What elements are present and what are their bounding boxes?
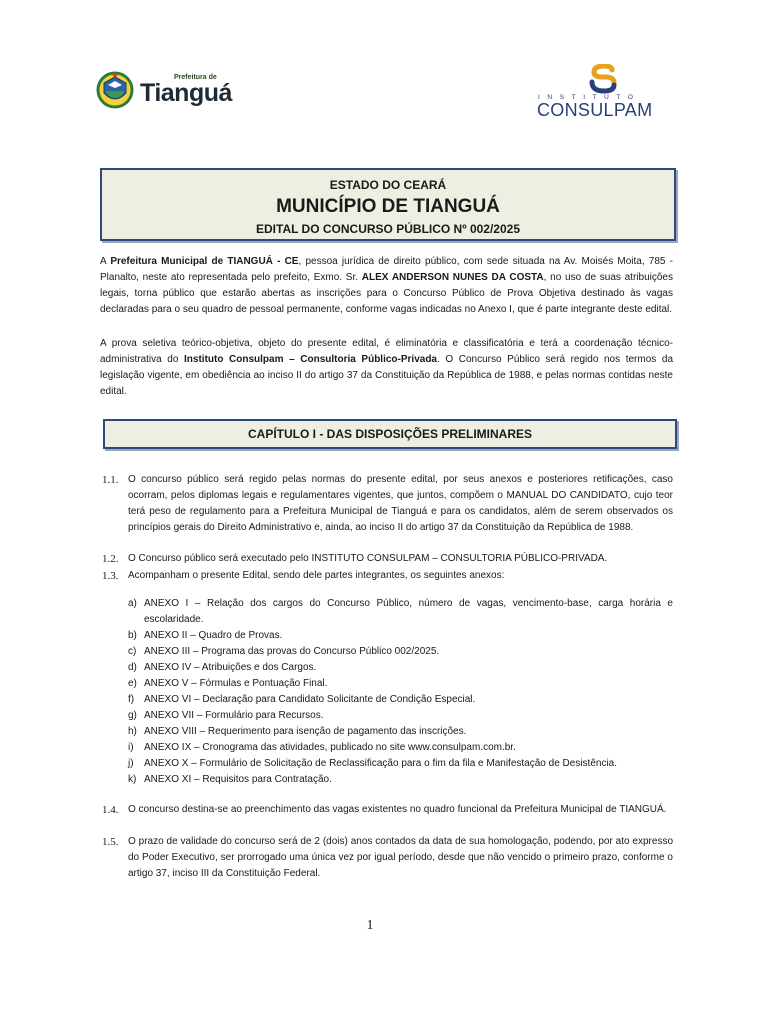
intro-paragraph-1: A Prefeitura Municipal de TIANGUÁ - CE, pessoa jurídica de direito público, com sede situada na Av. Moisés Moita, 785 - Planalto, neste ato representada pelo prefeito, Exmo. Sr. ALEX ANDERSON NUNES DA COSTA, no uso de suas atribuições legais, torna público que estarão abertas as inscrições para o Concurso Público de Prova Objetiva destinado às vagas declaradas para o seu quadro de pessoal permanente, conforme vagas indicadas no Anexo I, que é parte integrante deste edital.: [100, 256, 673, 315]
page-number: 1: [366, 918, 374, 933]
clause-text: O Concurso público será executado pelo INSTITUTO CONSULPAM – CONSULTORIA PÚBLICO-PRIVADA.: [128, 553, 608, 564]
municipal-seal-icon: [96, 71, 134, 109]
clause-text: Acompanham o presente Edital, sendo dele partes integrantes, os seguintes anexos:: [128, 570, 505, 581]
document-title-box: [100, 168, 676, 241]
edital-heading: EDITAL DO CONCURSO PÚBLICO Nº 002/2025: [256, 222, 520, 236]
chapter-heading: CAPÍTULO I - DAS DISPOSIÇÕES PRELIMINARES: [103, 419, 677, 449]
intro-paragraph-2: A prova seletiva teórico-objetiva, objeto do presente edital, é eliminatória e classificatória e terá a coordenação técnico-administrativa do Instituto Consulpam – Consultoria Público-Privada. O Concurso Público será regido nos termos da legislação vigente, em obediência ao inciso II do artigo 37 da Constituição da República de 1988, e pelas normas contidas neste edital.: [100, 338, 673, 397]
list-item: d) ANEXO IV – Atribuições e dos Cargos.: [128, 662, 317, 673]
instituto-consulpam-logo: [536, 64, 676, 120]
annex-list: [128, 596, 673, 788]
logo-big-text: Tianguá: [140, 79, 232, 107]
list-item: k) ANEXO XI – Requisitos para Contratação.: [128, 774, 332, 785]
logo-small-text: Prefeitura de: [174, 74, 217, 81]
list-item: c) ANEXO III – Programa das provas do Concurso Público 002/2025.: [128, 646, 440, 657]
clause-text: O concurso público será regido pelas normas do presente edital, por seus anexos e posteriores retificações, caso ocorram, pelos diplomas legais e regulamentares vigentes, que juntos, compõem o MANUAL DO CANDIDATO, cujo teor terá peso de regulamento para a Prefeitura Municipal de Tianguá e para os candidatos, além de serem observados os princípios gerais do Direito Administrativo e, ainda, ao inciso II do artigo 37 da Constituição da República de 1988.: [128, 474, 673, 533]
state-heading: ESTADO DO CEARÁ: [329, 178, 447, 192]
clause-number: 1.2.: [102, 553, 119, 565]
logo-instituto-text: INSTITUTO: [538, 94, 641, 101]
list-item: g) ANEXO VII – Formulário para Recursos.: [128, 710, 324, 721]
clause-1-2: [102, 551, 673, 567]
consulpam-mark-icon: [586, 64, 620, 94]
clause-1-3: [102, 568, 673, 584]
list-item: a) ANEXO I – Relação dos cargos do Concurso Público, número de vagas, vencimento-base, carga horária e escolaridade.: [128, 598, 673, 625]
list-item: e) ANEXO V – Fórmulas e Pontuação Final.: [128, 678, 328, 689]
clause-text: O concurso destina-se ao preenchimento das vagas existentes no quadro funcional da Prefeitura Municipal de TIANGUÁ.: [128, 804, 667, 815]
list-item: f) ANEXO VI – Declaração para Candidato Solicitante de Condição Especial.: [128, 694, 476, 705]
clause-1-4: [102, 802, 673, 818]
prefeitura-tiangua-logo: [96, 70, 232, 110]
clause-number: 1.5.: [102, 836, 119, 848]
clause-text: O prazo de validade do concurso será de 2 (dois) anos contados da data de sua homologação, podendo, por ato expresso do Poder Executivo, ser prorrogado uma única vez por igual período, desde que não vencido o primeiro prazo, conforme o artigo 37, inciso III da Constituição Federal.: [128, 836, 673, 879]
list-item: b) ANEXO II – Quadro de Provas.: [128, 630, 283, 641]
clause-number: 1.3.: [102, 570, 119, 582]
municipality-heading: MUNICÍPIO DE TIANGUÁ: [276, 196, 500, 217]
clause-number: 1.1.: [102, 474, 119, 486]
clause-1-5: [102, 834, 673, 882]
list-item: h) ANEXO VIII – Requerimento para isenção de pagamento das inscrições.: [128, 726, 467, 737]
logo-consulpam-text: CONSULPAM: [537, 100, 653, 120]
list-item: i) ANEXO IX – Cronograma das atividades, publicado no site www.consulpam.com.br.: [128, 742, 516, 753]
list-item: j) ANEXO X – Formulário de Solicitação de Reclassificação para o fim da fila e Manifestação de Desistência.: [128, 758, 618, 769]
clause-1-1: [102, 472, 673, 536]
clause-number: 1.4.: [102, 804, 119, 816]
